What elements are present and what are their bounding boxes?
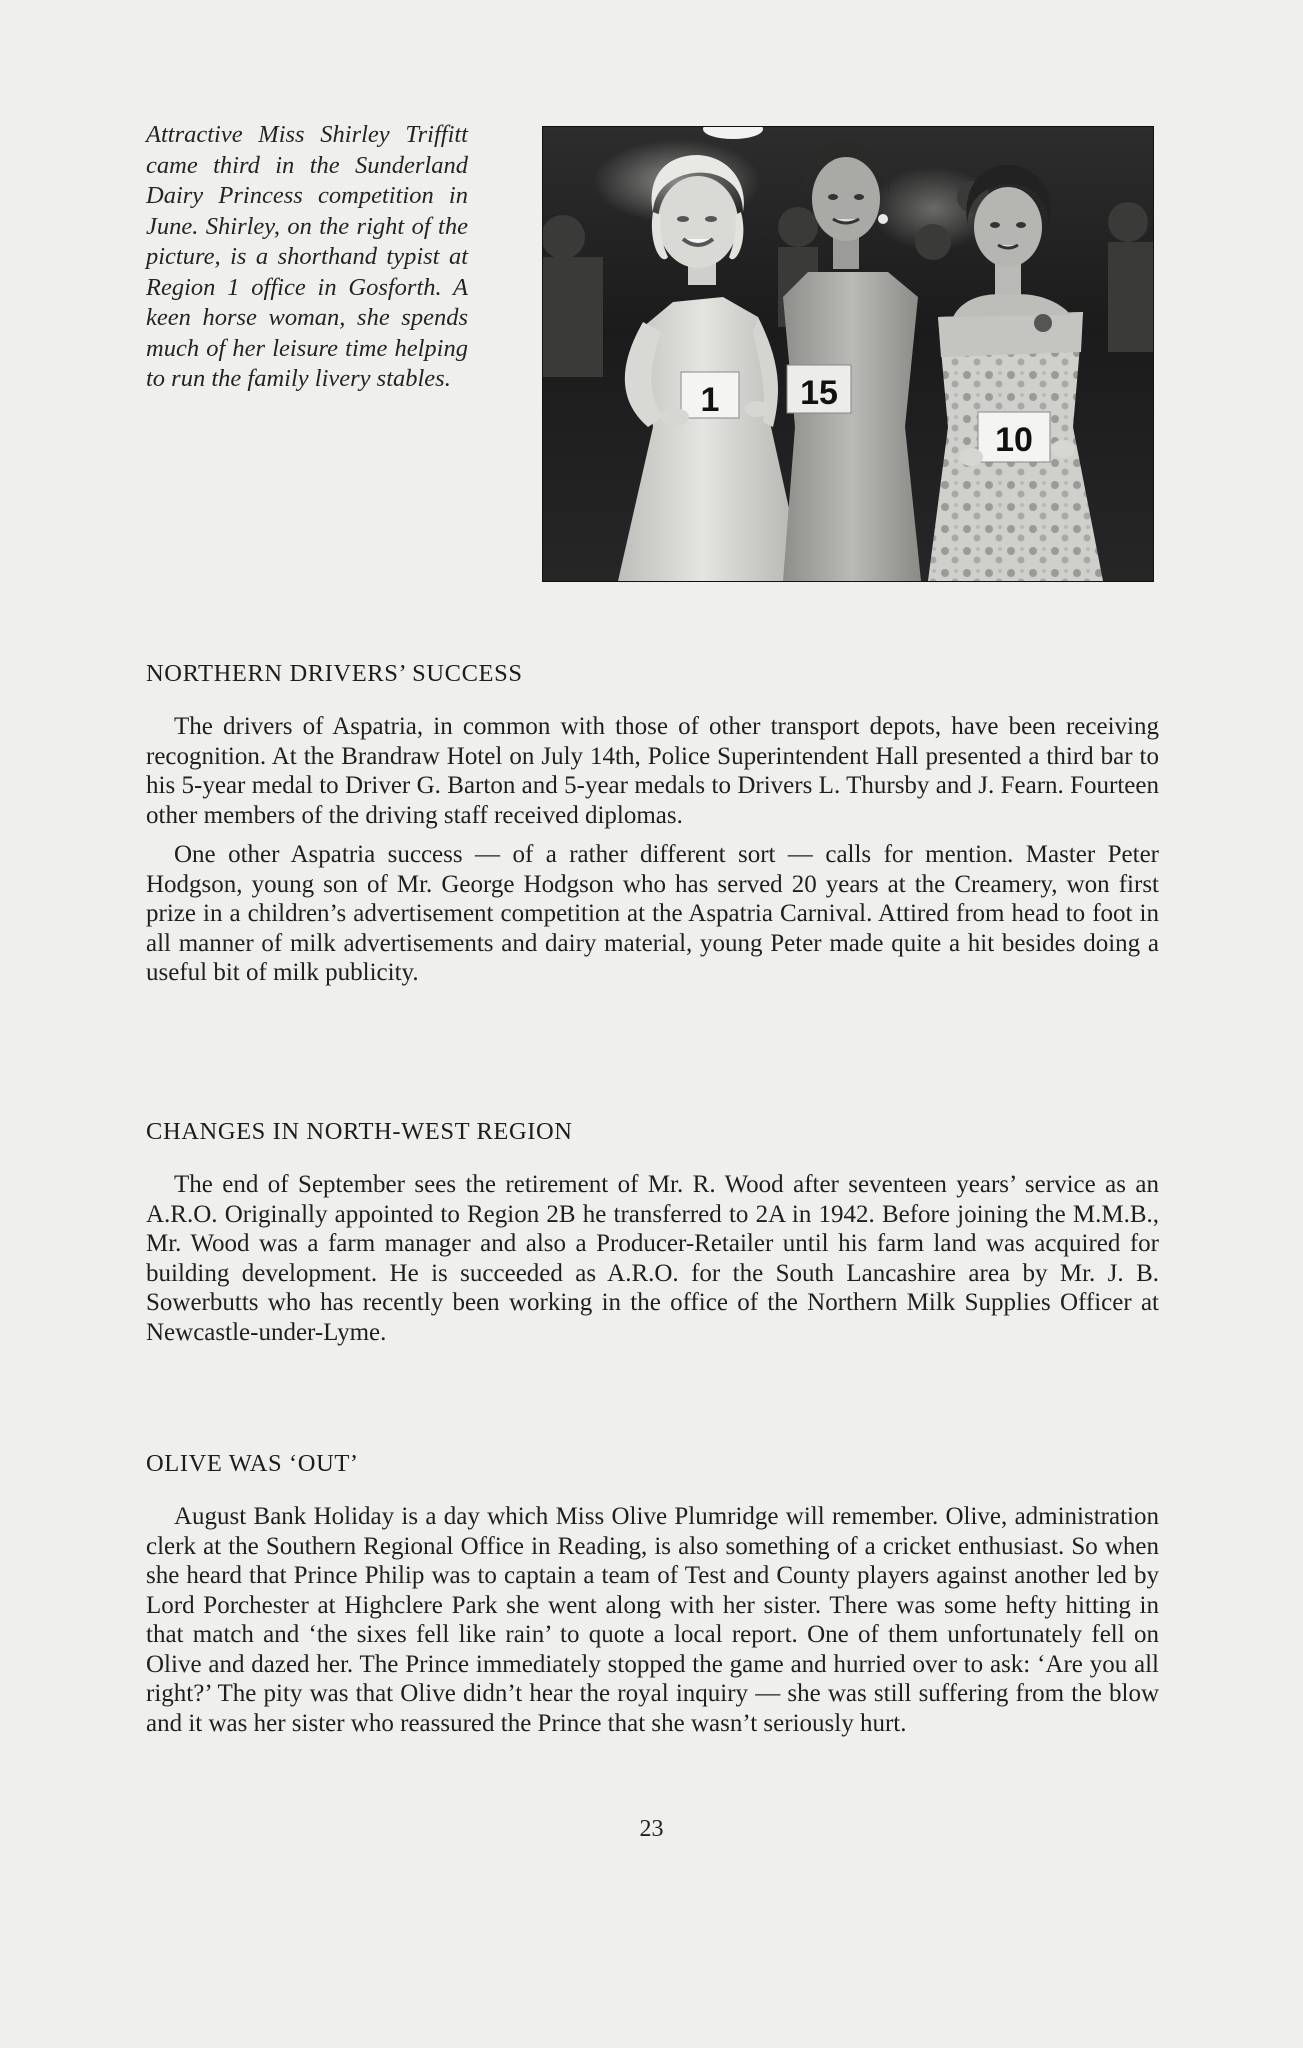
section-body-northern-drivers xyxy=(146,712,1159,998)
woman-right xyxy=(928,165,1103,581)
number-card-middle xyxy=(787,365,851,413)
dairy-princess-photo xyxy=(542,126,1154,582)
number-card-left xyxy=(681,372,739,419)
section-heading-olive-was-out: OLIVE WAS ‘OUT’ xyxy=(146,1450,359,1477)
woman-middle xyxy=(783,141,921,581)
paragraph: The end of September sees the retirement of Mr. R. Wood after seventeen years’ service as an A.R.O. Originally appointed to Region 2B he transferred to 2A in 1942. Before joining the M.M.B., Mr. Wood was a farm manager and also a Producer-Retailer until his farm land was acquired for building development. He is succeeded as A.R.O. for the South Lancashire area by Mr. J. B. Sowerbutts who has recently been working in the office of the Northern Milk Supplies Officer at Newcastle-under-Lyme. xyxy=(146,1171,1159,1346)
number-card-right-label: 10 xyxy=(995,421,1033,459)
section-heading-north-west-region: CHANGES IN NORTH-WEST REGION xyxy=(146,1118,573,1145)
photo-caption: Attractive Miss Shirley Triffitt came third in the Sunderland Dairy Princess competition in June. Shirley, on the right of the picture, is a shorthand typist at Region 1 office in Gosforth. A keen horse woman, she spends much of her leisure time helping to run the family livery stables. xyxy=(146,121,468,392)
paragraph: One other Aspatria success — of a rather different sort — calls for mention. Master Peter Hodgson, young son of Mr. George Hodgson who has served 20 years at the Creamery, won first prize in a children’s advertisement competition at the Aspatria Carnival. Attired from head to foot in all manner of milk advertisements and dairy material, young Peter made quite a hit besides doing a useful bit of milk publicity. xyxy=(146,841,1159,986)
page-number: 23 xyxy=(639,1816,664,1842)
section-heading-northern-drivers: NORTHERN DRIVERS’ SUCCESS xyxy=(146,660,523,687)
photo-illustration xyxy=(543,127,1153,581)
number-card-left-label: 1 xyxy=(700,381,720,419)
section-body-olive-was-out xyxy=(146,1502,1159,1748)
woman-left xyxy=(618,155,805,581)
paragraph: August Bank Holiday is a day which Miss Olive Plumridge will remember. Olive, administration clerk at the Southern Regional Office in Reading, is also something of a cricket enthusiast. So when she heard that Prince Philip was to captain a team of Test and County players against another led by Lord Porchester at Highclere Park she went along with her sister. There was some hefty hitting in that match and ‘the sixes fell like rain’ to quote a local report. One of them unfortunately fell on Olive and dazed her. The Prince immediately stopped the game and hurried over to ask: ‘Are you all right?’ The pity was that Olive didn’t hear the royal inquiry — she was still suffering from the blow and it was her sister who reassured the Prince that she wasn’t seriously hurt. xyxy=(146,1503,1159,1737)
ceiling-light xyxy=(703,127,763,139)
number-card-middle-label: 15 xyxy=(800,374,838,412)
section-body-north-west-region xyxy=(146,1170,1159,1357)
paragraph: The drivers of Aspatria, in common with those of other transport depots, have been receiving recognition. At the Brandraw Hotel on July 14th, Police Superintendent Hall presented a third bar to his 5-year medal to Driver G. Barton and 5-year medals to Drivers L. Thursby and J. Fearn. Fourteen other members of the driving staff received diplomas. xyxy=(146,713,1159,829)
number-card-right xyxy=(978,412,1050,462)
